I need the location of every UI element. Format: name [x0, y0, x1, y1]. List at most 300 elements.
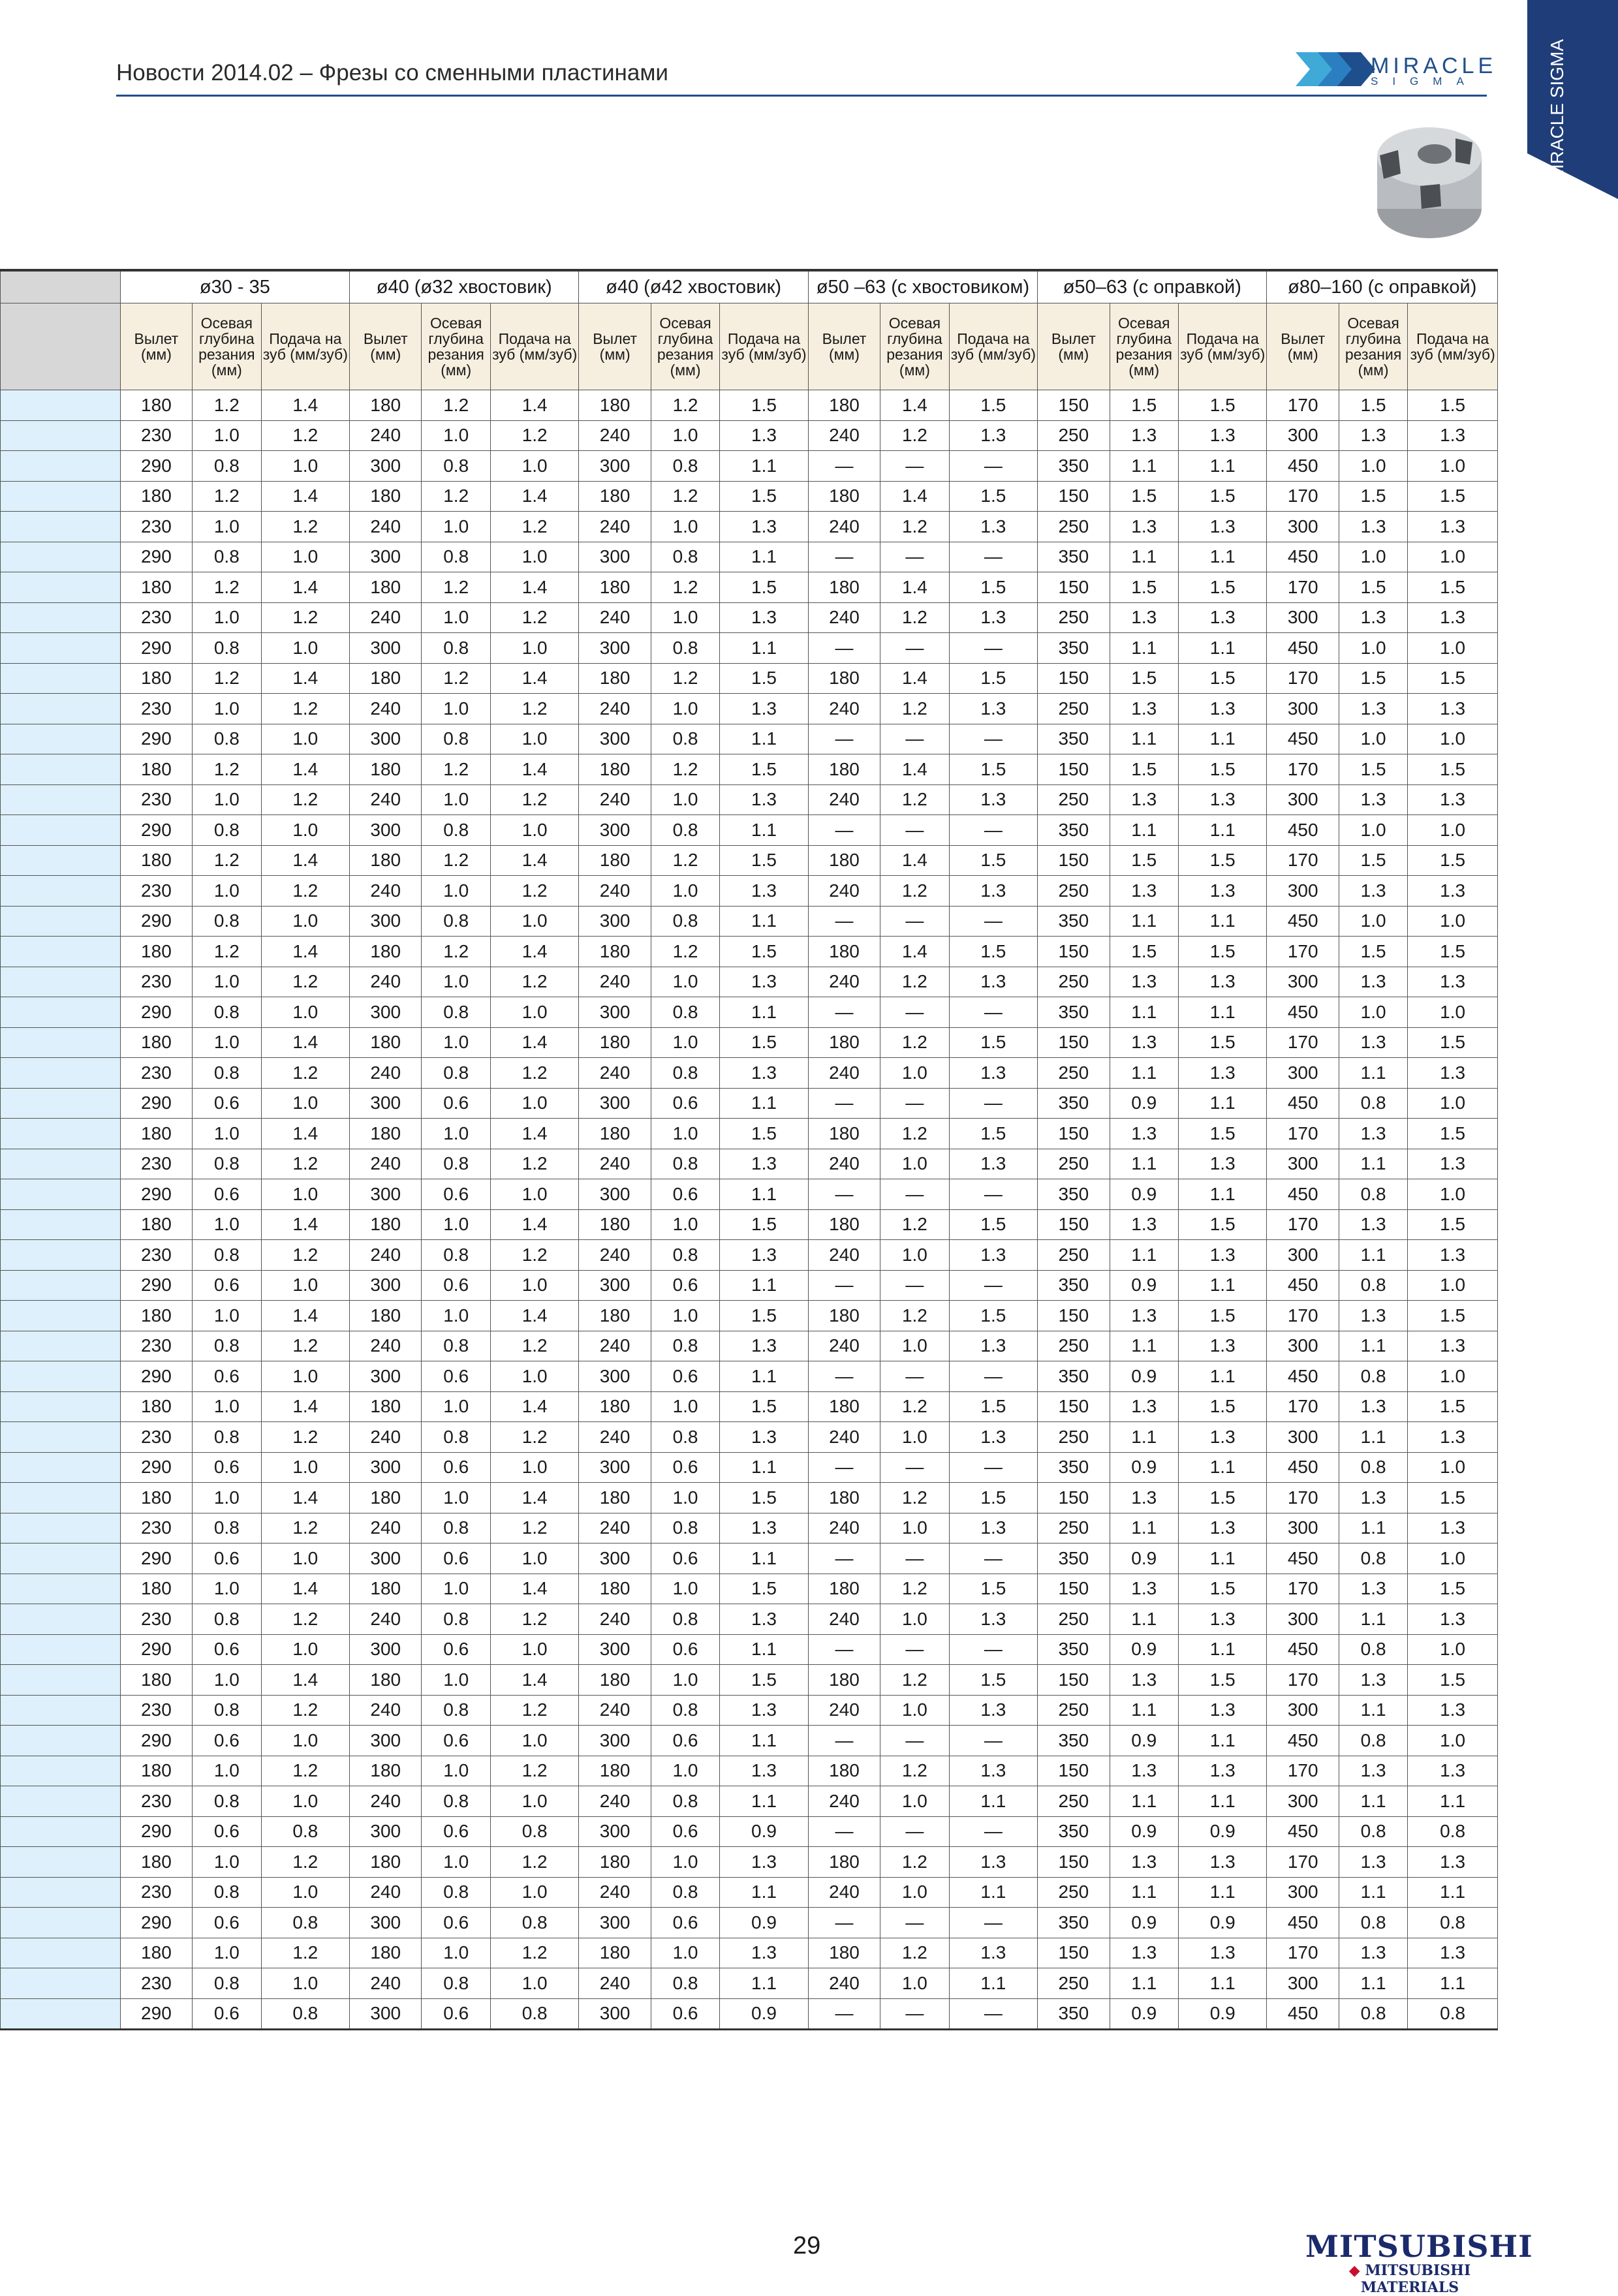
table-cell: 1.2	[880, 694, 949, 724]
table-cell: —	[949, 1634, 1038, 1665]
table-cell: 450	[1267, 1816, 1339, 1847]
table-cell: 1.3	[1110, 420, 1178, 451]
table-cell: 300	[579, 906, 651, 937]
table-cell: 240	[350, 1968, 422, 1999]
table-cell: 290	[120, 1634, 192, 1665]
table-cell: 230	[120, 1422, 192, 1453]
table-cell: 1.5	[720, 845, 809, 876]
table-cell: 1.2	[261, 1422, 350, 1453]
table-cell: 240	[808, 602, 880, 633]
table-cell: 300	[350, 1544, 422, 1574]
row-label-cell	[1, 1088, 121, 1119]
table-cell: 300	[579, 542, 651, 572]
table-cell: 180	[579, 1119, 651, 1149]
table-row	[1, 724, 1498, 754]
table-cell: —	[808, 906, 880, 937]
table-row	[1, 1604, 1498, 1635]
table-cell: 1.2	[651, 845, 719, 876]
table-cell: 0.8	[193, 1877, 261, 1908]
table-cell: 1.3	[1408, 420, 1498, 451]
table-cell: 180	[808, 390, 880, 421]
table-cell: —	[949, 815, 1038, 846]
table-cell: 180	[350, 1483, 422, 1513]
table-cell: 1.3	[1178, 694, 1267, 724]
table-cell: 0.8	[193, 724, 261, 754]
table-cell: 1.3	[1339, 784, 1407, 815]
table-cell: 1.5	[949, 754, 1038, 785]
table-cell: 1.0	[422, 1665, 490, 1696]
column-header: Подача на зуб (мм/зуб)	[1178, 303, 1267, 390]
table-cell: 1.4	[490, 754, 579, 785]
table-cell: 0.6	[193, 1726, 261, 1756]
table-cell: 240	[808, 1240, 880, 1271]
table-cell: 1.5	[1110, 663, 1178, 694]
table-cell: 1.0	[490, 1968, 579, 1999]
table-cell: 300	[350, 815, 422, 846]
row-label-cell	[1, 1149, 121, 1179]
table-cell: 1.2	[422, 754, 490, 785]
table-cell: 0.8	[422, 997, 490, 1028]
table-cell: 150	[1038, 754, 1110, 785]
table-cell: 1.2	[490, 967, 579, 997]
table-row	[1, 1756, 1498, 1786]
table-cell: 1.1	[1110, 724, 1178, 754]
table-cell: 350	[1038, 1544, 1110, 1574]
table-cell: 1.5	[1110, 937, 1178, 967]
table-cell: 300	[579, 1998, 651, 2030]
table-cell: 1.2	[193, 754, 261, 785]
table-cell: 1.1	[720, 906, 809, 937]
table-cell: 1.3	[949, 1847, 1038, 1878]
table-cell: 0.6	[651, 1544, 719, 1574]
table-cell: 1.0	[651, 1938, 719, 1968]
table-cell: 1.5	[1178, 1391, 1267, 1422]
table-cell: 1.0	[880, 1604, 949, 1635]
row-label-cell	[1, 1058, 121, 1089]
table-cell: 180	[808, 1574, 880, 1604]
column-header: Осевая глубина резания (мм)	[193, 303, 261, 390]
table-cell: 300	[350, 1270, 422, 1301]
table-row	[1, 572, 1498, 603]
table-cell: 240	[350, 694, 422, 724]
table-cell: 1.4	[490, 572, 579, 603]
table-cell: 450	[1267, 1452, 1339, 1483]
table-cell: —	[880, 1634, 949, 1665]
table-cell: 1.0	[490, 815, 579, 846]
table-cell: 250	[1038, 1786, 1110, 1817]
table-cell: 250	[1038, 1331, 1110, 1361]
column-header: Вылет (мм)	[808, 303, 880, 390]
table-cell: 0.9	[1110, 1452, 1178, 1483]
table-cell: 290	[120, 1452, 192, 1483]
table-cell: 0.8	[1339, 1726, 1407, 1756]
table-cell: 1.3	[1408, 1695, 1498, 1726]
table-row	[1, 1938, 1498, 1968]
table-cell: 450	[1267, 1998, 1339, 2030]
row-label-cell	[1, 754, 121, 785]
table-cell: 1.0	[651, 876, 719, 907]
table-cell: 230	[120, 784, 192, 815]
row-label-cell	[1, 1422, 121, 1453]
table-cell: 1.0	[880, 1240, 949, 1271]
table-cell: 180	[120, 754, 192, 785]
row-label-cell	[1, 481, 121, 512]
table-cell: 1.4	[261, 1301, 350, 1331]
table-cell: 1.3	[949, 784, 1038, 815]
table-cell: 0.8	[651, 542, 719, 572]
table-cell: 1.5	[1178, 1209, 1267, 1240]
table-cell: 1.2	[261, 1331, 350, 1361]
table-cell: 0.8	[193, 1149, 261, 1179]
row-label-cell	[1, 1361, 121, 1392]
table-cell: 1.5	[949, 1301, 1038, 1331]
table-cell: 1.3	[1339, 694, 1407, 724]
table-row	[1, 1027, 1498, 1058]
table-cell: 1.3	[1408, 1847, 1498, 1878]
table-cell: 290	[120, 1179, 192, 1210]
table-cell: 300	[350, 1726, 422, 1756]
table-cell: 1.5	[1408, 1119, 1498, 1149]
table-cell: 1.3	[1178, 1604, 1267, 1635]
table-cell: 240	[350, 876, 422, 907]
table-cell: 1.2	[490, 1847, 579, 1878]
table-cell: 1.1	[1178, 1270, 1267, 1301]
table-cell: 0.8	[1339, 1361, 1407, 1392]
table-cell: 290	[120, 1726, 192, 1756]
table-cell: 180	[120, 390, 192, 421]
table-cell: 1.1	[1178, 542, 1267, 572]
column-header: Вылет (мм)	[579, 303, 651, 390]
table-cell: 0.9	[1110, 1270, 1178, 1301]
table-cell: 170	[1267, 1483, 1339, 1513]
table-cell: 180	[120, 1391, 192, 1422]
table-cell: 0.8	[1408, 1908, 1498, 1938]
table-cell: 180	[579, 1847, 651, 1878]
row-label-cell	[1, 1240, 121, 1271]
table-cell: 1.5	[949, 937, 1038, 967]
table-cell: 170	[1267, 1027, 1339, 1058]
table-cell: 240	[579, 512, 651, 542]
table-cell: 1.4	[490, 1391, 579, 1422]
table-cell: 1.0	[490, 1179, 579, 1210]
table-cell: 250	[1038, 420, 1110, 451]
table-cell: 180	[808, 1756, 880, 1786]
table-cell: 0.6	[651, 1452, 719, 1483]
table-cell: 1.2	[490, 1756, 579, 1786]
table-row	[1, 1361, 1498, 1392]
table-cell: 1.3	[1178, 420, 1267, 451]
table-cell: 0.8	[422, 1058, 490, 1089]
table-cell: 1.0	[651, 512, 719, 542]
table-cell: 180	[120, 1756, 192, 1786]
table-cell: 1.3	[1408, 512, 1498, 542]
table-cell: 0.6	[193, 1088, 261, 1119]
table-cell: 180	[808, 481, 880, 512]
table-cell: 150	[1038, 1665, 1110, 1696]
table-cell: 230	[120, 1240, 192, 1271]
table-cell: 0.9	[1110, 1544, 1178, 1574]
table-cell: 1.5	[1178, 481, 1267, 512]
table-cell: 1.3	[1178, 876, 1267, 907]
table-cell: 150	[1038, 1756, 1110, 1786]
table-cell: 230	[120, 1604, 192, 1635]
table-cell: —	[808, 1179, 880, 1210]
table-cell: 1.1	[1110, 1786, 1178, 1817]
table-cell: 300	[350, 1088, 422, 1119]
table-cell: 1.0	[490, 1877, 579, 1908]
table-cell: 1.5	[949, 390, 1038, 421]
table-cell: 1.3	[1178, 1149, 1267, 1179]
table-cell: 1.3	[1408, 602, 1498, 633]
table-cell: 1.3	[1339, 512, 1407, 542]
table-cell: 170	[1267, 1938, 1339, 1968]
table-cell: 180	[579, 572, 651, 603]
table-cell: 450	[1267, 1726, 1339, 1756]
table-cell: 1.2	[880, 512, 949, 542]
table-cell: 1.3	[1408, 876, 1498, 907]
table-cell: 1.5	[1339, 663, 1407, 694]
table-row	[1, 815, 1498, 846]
table-cell: —	[808, 1908, 880, 1938]
table-cell: 0.6	[422, 1088, 490, 1119]
table-cell: 240	[808, 1786, 880, 1817]
table-cell: 1.5	[949, 481, 1038, 512]
table-cell: 1.0	[422, 1119, 490, 1149]
table-cell: 240	[579, 967, 651, 997]
table-row	[1, 1391, 1498, 1422]
table-cell: 1.2	[422, 481, 490, 512]
table-row	[1, 512, 1498, 542]
table-cell: —	[880, 633, 949, 664]
table-cell: 0.8	[490, 1998, 579, 2030]
table-cell: 300	[1267, 1240, 1339, 1271]
table-cell: 240	[808, 1604, 880, 1635]
table-cell: 180	[350, 1301, 422, 1331]
group-header: ø50–63 (с оправкой)	[1038, 270, 1267, 303]
table-row	[1, 1088, 1498, 1119]
row-label-cell	[1, 1513, 121, 1544]
table-cell: 350	[1038, 815, 1110, 846]
table-row	[1, 967, 1498, 997]
table-cell: 0.8	[422, 1422, 490, 1453]
table-cell: 350	[1038, 1270, 1110, 1301]
table-cell: 1.2	[261, 784, 350, 815]
table-cell: 1.3	[1110, 1391, 1178, 1422]
table-cell: 0.8	[261, 1998, 350, 2030]
table-row	[1, 1058, 1498, 1089]
table-cell: 1.1	[1178, 724, 1267, 754]
table-cell: 180	[350, 572, 422, 603]
table-cell: 350	[1038, 1088, 1110, 1119]
table-cell: 1.5	[1408, 1301, 1498, 1331]
table-cell: 1.5	[1178, 1483, 1267, 1513]
table-cell: 1.2	[261, 1695, 350, 1726]
table-cell: 1.1	[1110, 1877, 1178, 1908]
table-cell: 1.0	[1408, 542, 1498, 572]
table-cell: 1.1	[720, 633, 809, 664]
table-cell: 1.4	[261, 1483, 350, 1513]
table-cell: 1.3	[720, 784, 809, 815]
table-cell: 0.8	[261, 1816, 350, 1847]
table-cell: 0.6	[651, 1634, 719, 1665]
table-cell: 300	[1267, 1331, 1339, 1361]
table-cell: 0.8	[490, 1816, 579, 1847]
table-cell: 1.0	[193, 784, 261, 815]
table-cell: 290	[120, 997, 192, 1028]
table-cell: 300	[1267, 1422, 1339, 1453]
table-cell: 290	[120, 1270, 192, 1301]
table-cell: 1.0	[261, 1634, 350, 1665]
table-cell: 1.0	[490, 906, 579, 937]
table-cell: 1.0	[490, 724, 579, 754]
table-cell: 1.3	[1339, 1847, 1407, 1878]
table-cell: 1.1	[1110, 1968, 1178, 1999]
table-cell: 1.3	[720, 420, 809, 451]
table-cell: 0.8	[422, 1877, 490, 1908]
table-cell: 1.2	[880, 1483, 949, 1513]
table-row	[1, 1331, 1498, 1361]
row-label-cell	[1, 997, 121, 1028]
table-row	[1, 1483, 1498, 1513]
table-cell: 240	[808, 967, 880, 997]
table-cell: 1.0	[193, 1938, 261, 1968]
table-row	[1, 1726, 1498, 1756]
logo-line2: SIGMA	[1371, 75, 1478, 87]
table-cell: 1.5	[1178, 1665, 1267, 1696]
table-cell: 300	[1267, 1877, 1339, 1908]
table-cell: 1.3	[1408, 1513, 1498, 1544]
page-title: Новости 2014.02 – Фрезы со сменными пластинами	[116, 60, 668, 85]
table-cell: 1.2	[261, 1847, 350, 1878]
table-cell: 170	[1267, 1209, 1339, 1240]
table-cell: —	[880, 1361, 949, 1392]
table-cell: 1.1	[1339, 1968, 1407, 1999]
table-cell: 1.0	[490, 633, 579, 664]
table-cell: 300	[350, 906, 422, 937]
table-cell: 240	[350, 1786, 422, 1817]
table-cell: 0.8	[651, 1331, 719, 1361]
table-cell: 1.3	[1110, 1756, 1178, 1786]
table-cell: 300	[1267, 876, 1339, 907]
table-cell: 0.6	[193, 1270, 261, 1301]
column-header: Вылет (мм)	[1267, 303, 1339, 390]
table-cell: 150	[1038, 1391, 1110, 1422]
table-cell: 1.0	[1408, 1270, 1498, 1301]
table-cell: 1.3	[1339, 1209, 1407, 1240]
table-cell: 350	[1038, 1908, 1110, 1938]
row-label-cell	[1, 390, 121, 421]
table-cell: 350	[1038, 542, 1110, 572]
table-cell: 1.5	[720, 1027, 809, 1058]
table-cell: 1.0	[261, 1968, 350, 1999]
row-label-cell	[1, 967, 121, 997]
table-cell: 180	[579, 1665, 651, 1696]
row-label-cell	[1, 724, 121, 754]
table-cell: 300	[579, 1726, 651, 1756]
table-cell: 1.0	[651, 1756, 719, 1786]
table-cell: 250	[1038, 512, 1110, 542]
table-cell: 1.5	[1408, 481, 1498, 512]
table-cell: 1.5	[1339, 572, 1407, 603]
row-label-cell	[1, 602, 121, 633]
table-cell: 0.8	[651, 997, 719, 1028]
table-cell: 1.2	[651, 937, 719, 967]
table-cell: 0.6	[422, 1816, 490, 1847]
table-cell: 1.5	[720, 390, 809, 421]
table-cell: 1.2	[193, 663, 261, 694]
table-cell: 1.0	[651, 1301, 719, 1331]
table-cell: 350	[1038, 1634, 1110, 1665]
row-label-cell	[1, 1604, 121, 1635]
table-cell: 240	[808, 420, 880, 451]
table-cell: 300	[1267, 1968, 1339, 1999]
table-cell: 1.2	[880, 1027, 949, 1058]
brand-subtitle	[1305, 2262, 1514, 2296]
table-cell: 1.0	[261, 1088, 350, 1119]
table-cell: 240	[808, 1695, 880, 1726]
table-cell: —	[880, 1270, 949, 1301]
table-cell: 300	[579, 1634, 651, 1665]
table-cell: 1.0	[880, 1695, 949, 1726]
table-cell: 290	[120, 1908, 192, 1938]
logo-line1: MIRACLE	[1371, 54, 1497, 78]
table-cell: 1.4	[261, 390, 350, 421]
table-cell: —	[808, 1998, 880, 2030]
table-cell: —	[949, 1179, 1038, 1210]
table-cell: —	[808, 1361, 880, 1392]
table-cell: 1.3	[1178, 1240, 1267, 1271]
page-number: 29	[793, 2232, 821, 2259]
table-cell: 1.5	[949, 1209, 1038, 1240]
table-cell: 1.5	[720, 754, 809, 785]
table-cell: 180	[808, 1665, 880, 1696]
table-cell: 1.1	[1178, 1452, 1267, 1483]
table-cell: 1.0	[1339, 724, 1407, 754]
column-header: Подача на зуб (мм/зуб)	[490, 303, 579, 390]
row-label-cell	[1, 694, 121, 724]
table-cell: 1.0	[1408, 724, 1498, 754]
row-label-cell	[1, 1574, 121, 1604]
table-cell: 1.2	[651, 572, 719, 603]
table-cell: 240	[579, 1786, 651, 1817]
table-cell: —	[880, 1452, 949, 1483]
table-cell: 1.0	[193, 1209, 261, 1240]
table-cell: 1.0	[1408, 1544, 1498, 1574]
table-cell: 1.5	[1178, 1027, 1267, 1058]
row-label-cell	[1, 1877, 121, 1908]
table-cell: 1.5	[1408, 1665, 1498, 1696]
table-cell: 1.2	[193, 937, 261, 967]
row-label-cell	[1, 1452, 121, 1483]
table-cell: 1.1	[720, 724, 809, 754]
table-cell: 1.5	[1408, 1209, 1498, 1240]
table-cell: 1.1	[1110, 1149, 1178, 1179]
table-cell: 230	[120, 1513, 192, 1544]
table-cell: 1.5	[1339, 481, 1407, 512]
table-cell: 1.1	[1110, 451, 1178, 482]
table-row	[1, 1119, 1498, 1149]
table-row	[1, 906, 1498, 937]
table-cell: 240	[579, 1149, 651, 1179]
table-cell: 1.3	[720, 512, 809, 542]
table-row	[1, 1968, 1498, 1999]
table-cell: 1.1	[1110, 1604, 1178, 1635]
table-cell: 180	[120, 1027, 192, 1058]
table-cell: 1.3	[720, 1331, 809, 1361]
table-cell: 1.1	[720, 1786, 809, 1817]
table-cell: 1.0	[193, 1391, 261, 1422]
table-cell: 1.3	[1110, 1027, 1178, 1058]
